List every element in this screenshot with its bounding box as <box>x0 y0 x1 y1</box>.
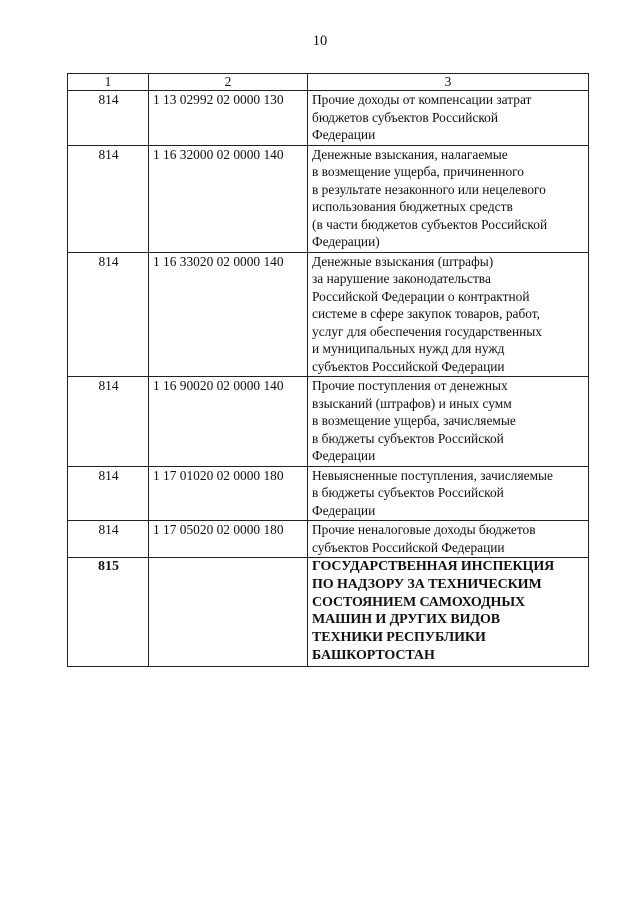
description-line: системе в сфере закупок товаров, работ, <box>312 306 540 321</box>
description-line: ТЕХНИКИ РЕСПУБЛИКИ <box>312 630 486 646</box>
table-row <box>68 377 589 467</box>
description-line: в бюджеты субъектов Российской <box>312 430 504 446</box>
description-line: Федерации <box>312 448 376 463</box>
revenue-description-cell <box>308 252 589 377</box>
description-line: СОСТОЯНИЕМ САМОХОДНЫХ <box>312 594 525 610</box>
description-line: в результате незаконного или нецелевого <box>312 181 546 197</box>
revenue-code-cell: 1 17 05020 02 0000 180 <box>149 521 308 558</box>
revenue-code-cell: 1 13 02992 02 0000 130 <box>149 91 308 146</box>
table-header-row <box>68 74 589 91</box>
table-row <box>68 558 589 667</box>
description-line: и муниципальных нужд для нужд <box>312 341 505 356</box>
admin-code-cell: 814 <box>68 466 149 521</box>
page-number: 10 <box>312 33 328 49</box>
description-line: в возмещение ущерба, причиненного <box>312 164 525 179</box>
revenue-code-cell: 1 17 01020 02 0000 180 <box>149 466 308 521</box>
description-line: в возмещение ущерба, зачисляемые <box>312 413 516 428</box>
revenue-description-cell <box>308 377 589 467</box>
revenue-description-cell <box>308 558 589 667</box>
table-row <box>68 466 589 521</box>
revenue-description-cell <box>308 145 589 252</box>
admin-code-cell: 814 <box>68 145 149 252</box>
admin-code-cell: 814 <box>68 252 149 377</box>
revenue-code-cell <box>149 558 308 667</box>
revenue-code-cell: 1 16 90020 02 0000 140 <box>149 377 308 467</box>
description-line: (в части бюджетов субъектов Российской <box>312 216 548 232</box>
column-header-1: 1 <box>68 74 149 91</box>
column-header-3: 3 <box>308 74 589 91</box>
description-line: Невыясненные поступления, зачисляемые <box>312 467 553 483</box>
description-line: услуг для обеспечения государственных <box>312 323 542 339</box>
description-line: Федерации <box>312 127 376 142</box>
description-line: Федерации <box>312 502 376 518</box>
description-line: МАШИН И ДРУГИХ ВИДОВ <box>312 612 500 628</box>
table-row <box>68 91 589 146</box>
description-line: взысканий (штрафов) и иных сумм <box>312 395 512 411</box>
description-line: за нарушение законодательства <box>312 271 491 286</box>
admin-code-cell: 814 <box>68 91 149 146</box>
admin-code-cell: 814 <box>68 377 149 467</box>
admin-code-cell: 815 <box>68 558 149 667</box>
admin-code-cell: 814 <box>68 521 149 558</box>
column-header-2: 2 <box>149 74 308 91</box>
revenue-description-cell <box>308 91 589 146</box>
revenue-code-cell: 1 16 32000 02 0000 140 <box>149 145 308 252</box>
table-row <box>68 252 589 377</box>
table-row <box>68 521 589 558</box>
description-line: в бюджеты субъектов Российской <box>312 485 504 500</box>
description-line: бюджетов субъектов Российской <box>312 109 499 125</box>
description-line: БАШКОРТОСТАН <box>312 647 435 663</box>
table-row <box>68 145 589 252</box>
description-line: Прочие доходы от компенсации затрат <box>312 92 532 107</box>
description-line: Прочие поступления от денежных <box>312 378 508 393</box>
description-line: использования бюджетных средств <box>312 199 513 214</box>
description-line: субъектов Российской Федерации <box>312 539 505 555</box>
description-line: Российской Федерации о контрактной <box>312 288 530 304</box>
description-line: Денежные взыскания (штрафы) <box>312 253 494 269</box>
description-line: Федерации) <box>312 234 380 249</box>
revenue-description-cell <box>308 466 589 521</box>
table-body <box>68 91 589 667</box>
revenue-codes-table <box>67 73 589 667</box>
description-line: Прочие неналоговые доходы бюджетов <box>312 522 536 537</box>
description-line: ГОСУДАРСТВЕННАЯ ИНСПЕКЦИЯ <box>312 559 555 574</box>
revenue-description-cell <box>308 521 589 558</box>
description-line: Денежные взыскания, налагаемые <box>312 146 508 162</box>
description-line: субъектов Российской Федерации <box>312 358 505 374</box>
description-line: ПО НАДЗОРУ ЗА ТЕХНИЧЕСКИМ <box>312 576 542 592</box>
revenue-code-cell: 1 16 33020 02 0000 140 <box>149 252 308 377</box>
